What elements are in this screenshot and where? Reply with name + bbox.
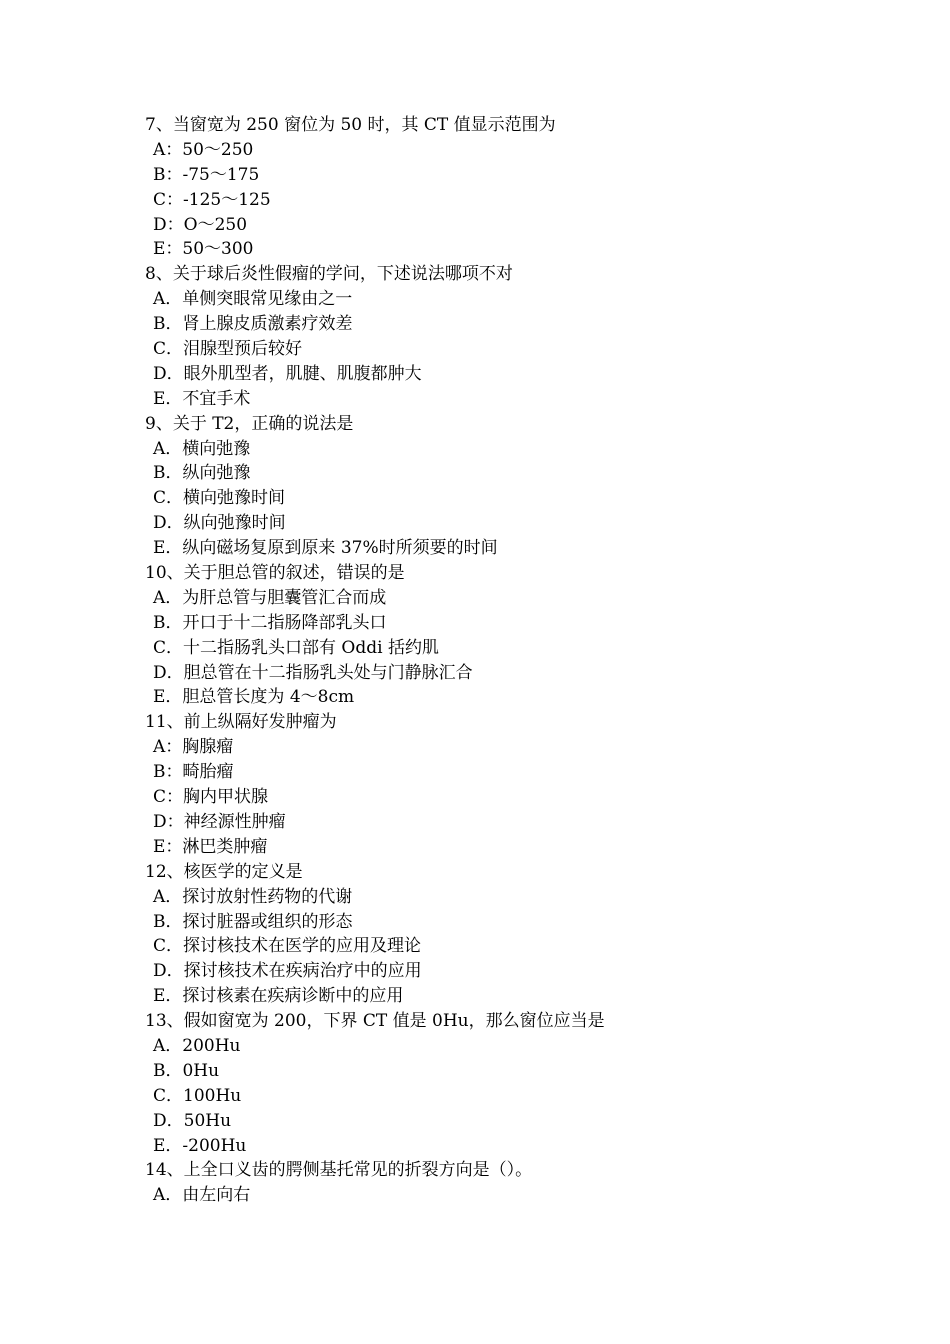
answer-option: B：-75～175 <box>153 164 260 185</box>
question-stem: 14、上全口义齿的腭侧基托常见的折裂方向是（）。 <box>145 1160 533 1181</box>
question-stem: 11、前上纵隔好发肿瘤为 <box>145 712 337 733</box>
answer-option: D．眼外肌型者，肌腱、肌腹都肿大 <box>153 363 422 384</box>
answer-option: A．横向弛豫 <box>153 438 251 459</box>
answer-option: D：O～250 <box>153 214 248 235</box>
answer-option: B．0Hu <box>153 1060 220 1081</box>
answer-option: A．为肝总管与胆囊管汇合而成 <box>153 587 387 608</box>
question-stem: 9、关于 T2，正确的说法是 <box>145 413 354 434</box>
answer-option: C．十二指肠乳头口部有 Oddi 括约肌 <box>153 637 439 658</box>
document-body <box>145 113 905 1208</box>
answer-option: E：淋巴类肿瘤 <box>153 836 268 857</box>
answer-option: B．肾上腺皮质激素疗效差 <box>153 314 353 335</box>
question-stem: 13、假如窗宽为 200，下界 CT 值是 0Hu，那么窗位应当是 <box>145 1011 605 1032</box>
answer-option: A．单侧突眼常见缘由之一 <box>153 289 353 310</box>
answer-option: E．探讨核素在疾病诊断中的应用 <box>153 986 404 1007</box>
answer-option: D．探讨核技术在疾病治疗中的应用 <box>153 961 422 982</box>
answer-option: C：-125～125 <box>153 189 271 210</box>
answer-option: E：50～300 <box>153 239 254 260</box>
answer-option: E．不宜手术 <box>153 388 251 409</box>
answer-option: E．纵向磁场复原到原来 37%时所须要的时间 <box>153 538 498 559</box>
answer-option: C：胸内甲状腺 <box>153 787 269 808</box>
answer-option: C．横向弛豫时间 <box>153 488 286 509</box>
question-stem: 8、关于球后炎性假瘤的学问，下述说法哪项不对 <box>145 264 513 285</box>
answer-option: A．由左向右 <box>153 1185 251 1206</box>
question-stem: 7、当窗宽为 250 窗位为 50 时，其 CT 值显示范围为 <box>145 115 556 135</box>
answer-option: D．50Hu <box>153 1110 232 1131</box>
answer-option: B：畸胎瘤 <box>153 762 234 783</box>
answer-option: B．探讨脏器或组织的形态 <box>153 911 353 932</box>
answer-option: D：神经源性肿瘤 <box>153 811 286 832</box>
answer-option: E．胆总管长度为 4～8cm <box>153 687 355 708</box>
answer-option: B．纵向弛豫 <box>153 463 251 484</box>
answer-option: C．探讨核技术在医学的应用及理论 <box>153 936 422 957</box>
answer-option: C．泪腺型预后较好 <box>153 339 303 360</box>
answer-option: A：50～250 <box>153 139 254 160</box>
answer-option: C．100Hu <box>153 1085 242 1106</box>
answer-option: A．200Hu <box>153 1035 241 1056</box>
answer-option: E．-200Hu <box>153 1135 247 1156</box>
answer-option: D．纵向弛豫时间 <box>153 513 286 534</box>
question-stem: 12、核医学的定义是 <box>145 861 303 882</box>
answer-option: A．探讨放射性药物的代谢 <box>153 886 353 907</box>
answer-option: D．胆总管在十二指肠乳头处与门静脉汇合 <box>153 662 473 683</box>
question-stem: 10、关于胆总管的叙述，错误的是 <box>145 563 405 584</box>
answer-option: A：胸腺瘤 <box>153 737 234 758</box>
answer-option: B．开口于十二指肠降部乳头口 <box>153 612 387 633</box>
